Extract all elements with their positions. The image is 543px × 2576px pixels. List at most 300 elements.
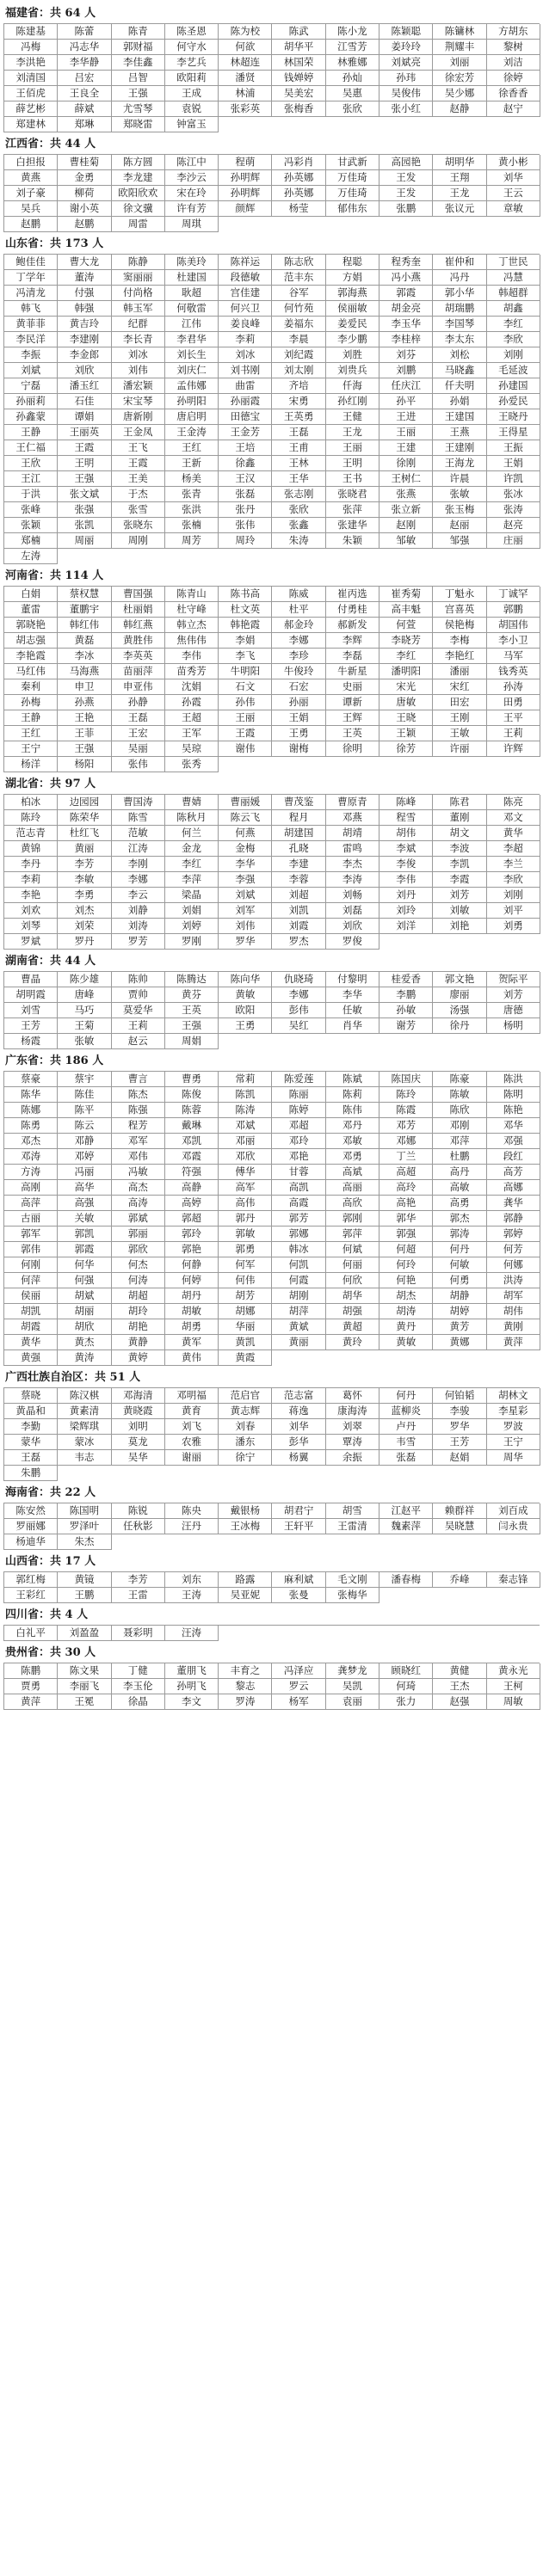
name-cell: 华丽 <box>219 1319 272 1335</box>
name-cell: 仟夫明 <box>433 378 486 394</box>
name-cell: 何欲 <box>219 40 272 55</box>
name-cell: 潘东 <box>219 1435 272 1450</box>
name-cell: 何静 <box>165 1257 219 1273</box>
name-cell: 何杰 <box>112 1257 165 1273</box>
name-cell: 王磊 <box>4 1450 58 1466</box>
name-cell: 罗丽娜 <box>4 1519 58 1534</box>
name-cell: 何娜 <box>487 1257 540 1273</box>
name-cell: 邹强 <box>433 533 486 549</box>
name-cell: 刘洋 <box>379 919 433 934</box>
name-cell: 苗丽萍 <box>112 664 165 679</box>
name-cell: 李长青 <box>112 332 165 347</box>
name-cell: 韩冰 <box>272 1242 325 1257</box>
name-cell: 曹丽媛 <box>219 795 272 810</box>
name-cell: 高敏 <box>433 1180 486 1196</box>
name-cell: 丁魁永 <box>433 587 486 602</box>
name-cell: 杜文英 <box>219 602 272 618</box>
name-cell: 莫爱华 <box>112 1003 165 1018</box>
name-cell: 黄晶和 <box>4 1404 58 1419</box>
name-cell: 陈书高 <box>219 587 272 602</box>
name-cell: 胡超 <box>112 1288 165 1304</box>
name-cell: 刘畅 <box>326 888 379 903</box>
name-cell: 范志富 <box>272 1388 325 1404</box>
name-cell: 李云 <box>112 888 165 903</box>
name-cell: 段红 <box>487 1149 540 1165</box>
name-cell: 陈豪 <box>433 1072 486 1087</box>
name-cell: 何芳 <box>487 1242 540 1257</box>
name-cell: 吴红 <box>272 1018 325 1034</box>
name-cell: 柏冰 <box>4 795 58 810</box>
name-cell: 邓娜 <box>379 1134 433 1149</box>
name-cell: 洪涛 <box>487 1273 540 1288</box>
name-cell: 李丹 <box>4 857 58 872</box>
name-cell: 胡明霞 <box>4 987 58 1003</box>
name-cell: 董朋飞 <box>165 1663 219 1679</box>
name-cell: 吴惠 <box>326 86 379 101</box>
name-cell: 张丹 <box>219 502 272 518</box>
name-cell: 韦雪 <box>379 1435 433 1450</box>
name-cell: 谢伟 <box>219 741 272 757</box>
name-cell: 王宏 <box>112 726 165 741</box>
name-cell: 程月 <box>272 810 325 826</box>
name-cell: 周丽 <box>58 533 111 549</box>
name-cell: 胡丹 <box>165 1288 219 1304</box>
name-cell: 刘伟 <box>112 363 165 378</box>
name-cell: 黄婷 <box>112 1350 165 1366</box>
name-cell: 欧阳欣欢 <box>112 186 165 201</box>
name-cell: 王金芳 <box>219 425 272 440</box>
name-cell: 李国琴 <box>433 317 486 332</box>
name-cell: 余振 <box>326 1450 379 1466</box>
name-cell: 杨明 <box>487 1018 540 1034</box>
name-cell: 陈婷 <box>272 1103 325 1118</box>
name-cell: 陈汉棋 <box>58 1388 111 1404</box>
name-cell: 韩红燕 <box>112 618 165 633</box>
name-table <box>3 1503 540 1550</box>
name-cell: 徐刚 <box>379 456 433 471</box>
name-cell: 陈艳 <box>487 1103 540 1118</box>
name-cell: 江雪芳 <box>326 40 379 55</box>
name-cell: 胡瑞鹏 <box>433 301 486 317</box>
name-cell: 关敏 <box>58 1211 111 1227</box>
name-cell: 王强 <box>165 1018 219 1034</box>
name-cell: 张欣 <box>272 502 325 518</box>
name-cell: 孙丽霞 <box>219 394 272 409</box>
name-cell: 王艳 <box>58 710 111 726</box>
name-cell: 李磊 <box>326 649 379 664</box>
name-cell: 梁辉琪 <box>58 1419 111 1435</box>
name-cell: 王明 <box>326 456 379 471</box>
name-cell: 罗丹 <box>58 934 111 950</box>
name-cell: 胡强 <box>326 1304 379 1319</box>
name-cell: 杜丽娟 <box>112 602 165 618</box>
name-cell: 徐宁 <box>219 1450 272 1466</box>
name-cell: 周娟 <box>165 1034 219 1049</box>
name-cell: 黄镜 <box>58 1572 111 1588</box>
name-cell: 程萌 <box>219 155 272 170</box>
name-cell: 何铂韬 <box>433 1388 486 1404</box>
name-cell: 高强 <box>58 1196 111 1211</box>
name-cell: 邓霞 <box>165 1149 219 1165</box>
name-cell: 邓斌 <box>219 1118 272 1134</box>
name-cell: 吕智 <box>112 71 165 86</box>
name-cell: 罗俊 <box>326 934 379 950</box>
name-cell: 陈强 <box>112 1103 165 1118</box>
name-cell: 冯清龙 <box>4 286 58 301</box>
name-cell: 谢丽 <box>165 1450 219 1466</box>
name-cell: 王霞 <box>219 726 272 741</box>
name-cell: 王敏 <box>433 726 486 741</box>
name-cell: 王娟 <box>487 456 540 471</box>
name-cell: 仇晓琦 <box>272 972 325 987</box>
name-cell: 王丽 <box>219 710 272 726</box>
name-cell: 王宁 <box>4 741 58 757</box>
name-cell: 刘磊 <box>326 903 379 919</box>
name-cell: 陈武 <box>272 24 325 40</box>
name-cell: 薛斌 <box>58 101 111 117</box>
name-cell: 王平 <box>487 710 540 726</box>
name-cell: 刘庆仁 <box>165 363 219 378</box>
name-cell: 胡伟 <box>379 826 433 841</box>
name-cell: 李辉 <box>326 633 379 649</box>
name-cell: 宫佳建 <box>219 286 272 301</box>
name-cell: 李晨 <box>272 332 325 347</box>
name-cell: 李英英 <box>112 649 165 664</box>
name-cell: 黄锦 <box>4 841 58 857</box>
name-cell: 郭海燕 <box>326 286 379 301</box>
name-cell: 汤强 <box>433 1003 486 1018</box>
name-cell: 李勤 <box>4 1419 58 1435</box>
name-cell: 赵丽 <box>433 518 486 533</box>
name-cell: 任敏 <box>326 1003 379 1018</box>
name-cell: 胡欣 <box>58 1319 111 1335</box>
name-cell: 李涛 <box>326 872 379 888</box>
name-cell: 何竹苑 <box>272 301 325 317</box>
name-cell: 甘蓉 <box>272 1165 325 1180</box>
name-cell: 仟海 <box>326 378 379 394</box>
name-cell: 冯小燕 <box>379 270 433 286</box>
name-cell: 莫龙 <box>112 1435 165 1450</box>
name-cell: 邓勇 <box>326 1149 379 1165</box>
name-cell: 付尚格 <box>112 286 165 301</box>
name-cell: 曹桂菊 <box>58 155 111 170</box>
name-cell: 张颖 <box>4 518 58 533</box>
name-cell: 陈亮 <box>487 795 540 810</box>
name-cell: 何军 <box>219 1257 272 1273</box>
name-cell: 唐新刚 <box>112 409 165 425</box>
name-cell: 黄静 <box>112 1335 165 1350</box>
name-table <box>3 254 540 564</box>
name-cell: 董涛 <box>58 270 111 286</box>
name-cell: 沈娟 <box>165 679 219 695</box>
name-cell: 孙娟 <box>433 394 486 409</box>
name-cell: 钟富玉 <box>165 117 219 132</box>
name-cell: 王静 <box>4 710 58 726</box>
name-cell: 黄霞 <box>219 1350 272 1366</box>
name-table <box>3 1387 540 1481</box>
name-cell: 刘凯 <box>272 903 325 919</box>
province-title: 海南省：共 22 人 <box>5 1486 96 1499</box>
name-cell: 张鑫 <box>272 518 325 533</box>
name-cell: 赵娟 <box>433 1450 486 1466</box>
name-cell: 王强 <box>58 741 111 757</box>
province-title: 贵州省：共 30 人 <box>5 1646 96 1659</box>
name-cell: 李芳 <box>58 857 111 872</box>
name-cell: 郝新发 <box>326 618 379 633</box>
name-cell: 王丽英 <box>58 425 111 440</box>
name-cell: 陈凯 <box>219 1087 272 1103</box>
name-cell: 李飞 <box>219 649 272 664</box>
name-cell: 丁健 <box>112 1663 165 1679</box>
name-cell: 汪涛 <box>165 1626 219 1641</box>
name-cell: 纪群 <box>112 317 165 332</box>
name-cell: 田勇 <box>487 695 540 710</box>
name-cell: 冯志华 <box>58 40 111 55</box>
name-cell: 徐明 <box>326 741 379 757</box>
name-cell: 高超 <box>379 1165 433 1180</box>
name-cell: 郭霞 <box>58 1242 111 1257</box>
name-cell: 聂彩明 <box>112 1626 165 1641</box>
name-cell: 韩立杰 <box>165 618 219 633</box>
name-cell: 陈华 <box>4 1087 58 1103</box>
name-cell: 吕宏 <box>58 71 111 86</box>
name-cell: 王柯 <box>487 1679 540 1694</box>
name-cell: 胡静 <box>433 1288 486 1304</box>
name-cell: 王燕 <box>433 425 486 440</box>
name-cell: 李星彩 <box>487 1404 540 1419</box>
name-cell: 陈方圆 <box>112 155 165 170</box>
name-cell: 李玉伦 <box>112 1679 165 1694</box>
name-cell: 胡霞 <box>4 1319 58 1335</box>
name-cell: 王建刚 <box>433 440 486 456</box>
name-cell: 胡玲 <box>112 1304 165 1319</box>
name-cell: 何强 <box>58 1273 111 1288</box>
name-cell: 吴华 <box>112 1450 165 1466</box>
name-cell: 曹晶 <box>4 972 58 987</box>
name-cell: 黄晓霞 <box>112 1404 165 1419</box>
name-cell: 王雷清 <box>326 1519 379 1534</box>
name-cell: 刘欣 <box>326 919 379 934</box>
province-section <box>0 568 543 772</box>
name-cell: 章敏 <box>487 201 540 217</box>
name-cell: 韩红伟 <box>58 618 111 633</box>
name-cell: 李建 <box>272 857 325 872</box>
name-cell: 郑晓雷 <box>112 117 165 132</box>
name-cell: 古丽 <box>4 1211 58 1227</box>
name-cell: 冯梅 <box>4 40 58 55</box>
name-cell: 崔秀菊 <box>379 587 433 602</box>
name-cell: 李欣 <box>487 872 540 888</box>
name-cell: 赵宁 <box>487 101 540 117</box>
name-cell: 何丹 <box>433 1242 486 1257</box>
name-cell: 李玉华 <box>379 317 433 332</box>
name-cell: 许有芳 <box>165 201 219 217</box>
name-cell: 王辉 <box>326 710 379 726</box>
name-cell: 刘清国 <box>4 71 58 86</box>
name-cell: 王鹏 <box>58 1588 111 1603</box>
name-cell: 韩强 <box>58 301 111 317</box>
name-cell: 陈圣恩 <box>165 24 219 40</box>
name-cell: 龚华 <box>487 1196 540 1211</box>
name-cell: 康海涛 <box>326 1404 379 1419</box>
name-cell: 李红 <box>165 857 219 872</box>
name-cell: 李强 <box>219 872 272 888</box>
name-cell: 邓超 <box>272 1118 325 1134</box>
name-cell: 郭凯 <box>58 1227 111 1242</box>
name-cell: 胡君宁 <box>272 1503 325 1519</box>
name-cell: 郭娜 <box>272 1227 325 1242</box>
name-cell: 刘霞 <box>272 919 325 934</box>
name-cell: 徐芳 <box>379 741 433 757</box>
name-cell: 罗芳 <box>112 934 165 950</box>
name-cell: 王丽 <box>379 425 433 440</box>
name-cell: 牛明阳 <box>219 664 272 679</box>
name-cell: 马海燕 <box>58 664 111 679</box>
name-cell: 李伟 <box>165 649 219 664</box>
name-cell: 胡敏 <box>165 1304 219 1319</box>
name-cell: 刘超 <box>272 888 325 903</box>
name-cell: 刘贵兵 <box>326 363 379 378</box>
name-cell: 韩飞 <box>4 301 58 317</box>
name-cell: 张涛 <box>487 502 540 518</box>
name-cell: 刘平 <box>487 903 540 919</box>
name-cell: 李华静 <box>58 55 111 71</box>
name-cell: 高刚 <box>4 1180 58 1196</box>
name-cell: 黄磊 <box>58 633 111 649</box>
name-cell: 胡艳 <box>112 1319 165 1335</box>
name-cell: 刘涛 <box>112 919 165 934</box>
name-cell: 刘芳 <box>487 987 540 1003</box>
name-cell: 陈杰 <box>112 1087 165 1103</box>
name-table <box>3 1571 540 1603</box>
name-cell: 黄小彬 <box>487 155 540 170</box>
name-cell: 蒙华 <box>4 1435 58 1450</box>
name-cell: 何华 <box>58 1257 111 1273</box>
province-section <box>0 1053 543 1366</box>
name-cell: 焦伟伟 <box>165 633 219 649</box>
name-cell: 唐敏 <box>379 695 433 710</box>
name-cell: 刘百成 <box>487 1503 540 1519</box>
name-cell: 陈向华 <box>219 972 272 987</box>
name-cell: 符强 <box>165 1165 219 1180</box>
name-cell: 郭斌 <box>112 1211 165 1227</box>
name-cell: 胡涛 <box>379 1304 433 1319</box>
name-cell: 崔仲和 <box>433 255 486 270</box>
name-cell: 李小卫 <box>487 633 540 649</box>
name-cell: 王莉 <box>487 726 540 741</box>
name-cell: 韩玉军 <box>112 301 165 317</box>
name-cell: 刘鹏 <box>379 363 433 378</box>
name-cell: 李萍 <box>165 872 219 888</box>
name-cell: 罗华 <box>433 1419 486 1435</box>
name-cell: 李金郎 <box>58 347 111 363</box>
name-cell: 范敏 <box>112 826 165 841</box>
name-cell: 刘杰 <box>58 903 111 919</box>
name-cell: 赵刚 <box>379 518 433 533</box>
name-cell: 黎志 <box>219 1679 272 1694</box>
name-cell: 王佰虎 <box>4 86 58 101</box>
name-cell: 李冰 <box>58 649 111 664</box>
name-cell: 邓婷 <box>58 1149 111 1165</box>
name-cell: 段德敏 <box>219 270 272 286</box>
province-title: 湖南省：共 44 人 <box>5 955 96 968</box>
name-cell: 高凯 <box>272 1180 325 1196</box>
name-cell: 刘琴 <box>4 919 58 934</box>
name-cell: 郁伟东 <box>326 201 379 217</box>
name-cell: 江伟 <box>165 317 219 332</box>
name-cell: 刘芬 <box>379 347 433 363</box>
name-cell: 王菊 <box>58 1018 111 1034</box>
name-cell: 梁晶 <box>165 888 219 903</box>
name-cell: 范丰东 <box>272 270 325 286</box>
name-cell: 王晓丹 <box>487 409 540 425</box>
province-section <box>0 136 543 232</box>
name-cell: 董鹏宇 <box>58 602 111 618</box>
name-cell: 郑建林 <box>4 117 58 132</box>
province-title: 河南省：共 114 人 <box>5 569 104 582</box>
name-cell: 刘书刚 <box>219 363 272 378</box>
name-cell: 葛怀 <box>326 1388 379 1404</box>
name-cell: 王健 <box>326 409 379 425</box>
name-cell: 高勇 <box>433 1196 486 1211</box>
province-section <box>0 236 543 564</box>
name-cell: 陈蓉 <box>165 1103 219 1118</box>
name-cell: 陈美玲 <box>165 255 219 270</box>
name-cell: 王勇 <box>272 726 325 741</box>
name-cell: 曹大龙 <box>58 255 111 270</box>
name-cell: 何丹 <box>379 1388 433 1404</box>
name-cell: 郭玲 <box>165 1227 219 1242</box>
name-cell: 王宁 <box>487 1435 540 1450</box>
name-cell: 陈央 <box>165 1503 219 1519</box>
name-cell: 孙爱民 <box>487 394 540 409</box>
name-cell: 何萍 <box>4 1273 58 1288</box>
name-cell: 万佳琦 <box>326 170 379 186</box>
name-cell: 陈文果 <box>58 1663 111 1679</box>
name-cell: 黄杰 <box>58 1335 111 1350</box>
name-cell: 何兴卫 <box>219 301 272 317</box>
name-cell: 陈颖聪 <box>379 24 433 40</box>
name-cell: 汪丹 <box>165 1519 219 1534</box>
province-title: 广西壮族自治区：共 51 人 <box>5 1371 141 1384</box>
name-cell: 陈祥运 <box>219 255 272 270</box>
name-cell: 刘春 <box>219 1419 272 1435</box>
name-cell: 郭文艳 <box>433 972 486 987</box>
name-cell: 邓伟 <box>112 1149 165 1165</box>
name-cell: 王美 <box>112 471 165 487</box>
province-title: 湖北省：共 97 人 <box>5 778 96 790</box>
name-cell: 潘春梅 <box>379 1572 433 1588</box>
name-cell: 黄素清 <box>58 1404 111 1419</box>
name-cell: 杨迪华 <box>4 1534 58 1550</box>
name-cell: 蒋逸 <box>272 1404 325 1419</box>
name-cell: 丁世民 <box>487 255 540 270</box>
name-cell: 王晓 <box>379 710 433 726</box>
name-cell: 胡丽 <box>58 1304 111 1319</box>
name-cell: 陈丽 <box>272 1087 325 1103</box>
name-cell: 高娜 <box>487 1180 540 1196</box>
name-cell: 左涛 <box>4 549 58 564</box>
name-cell: 何勇 <box>433 1273 486 1288</box>
name-cell: 陈伟 <box>326 1103 379 1118</box>
name-cell: 马晓鑫 <box>433 363 486 378</box>
name-cell: 宋勇 <box>272 394 325 409</box>
name-cell: 黄健 <box>433 1663 486 1679</box>
name-cell: 桂爱香 <box>379 972 433 987</box>
name-cell: 王翔 <box>433 170 486 186</box>
name-table <box>3 1663 540 1710</box>
name-cell: 郭萍 <box>326 1227 379 1242</box>
